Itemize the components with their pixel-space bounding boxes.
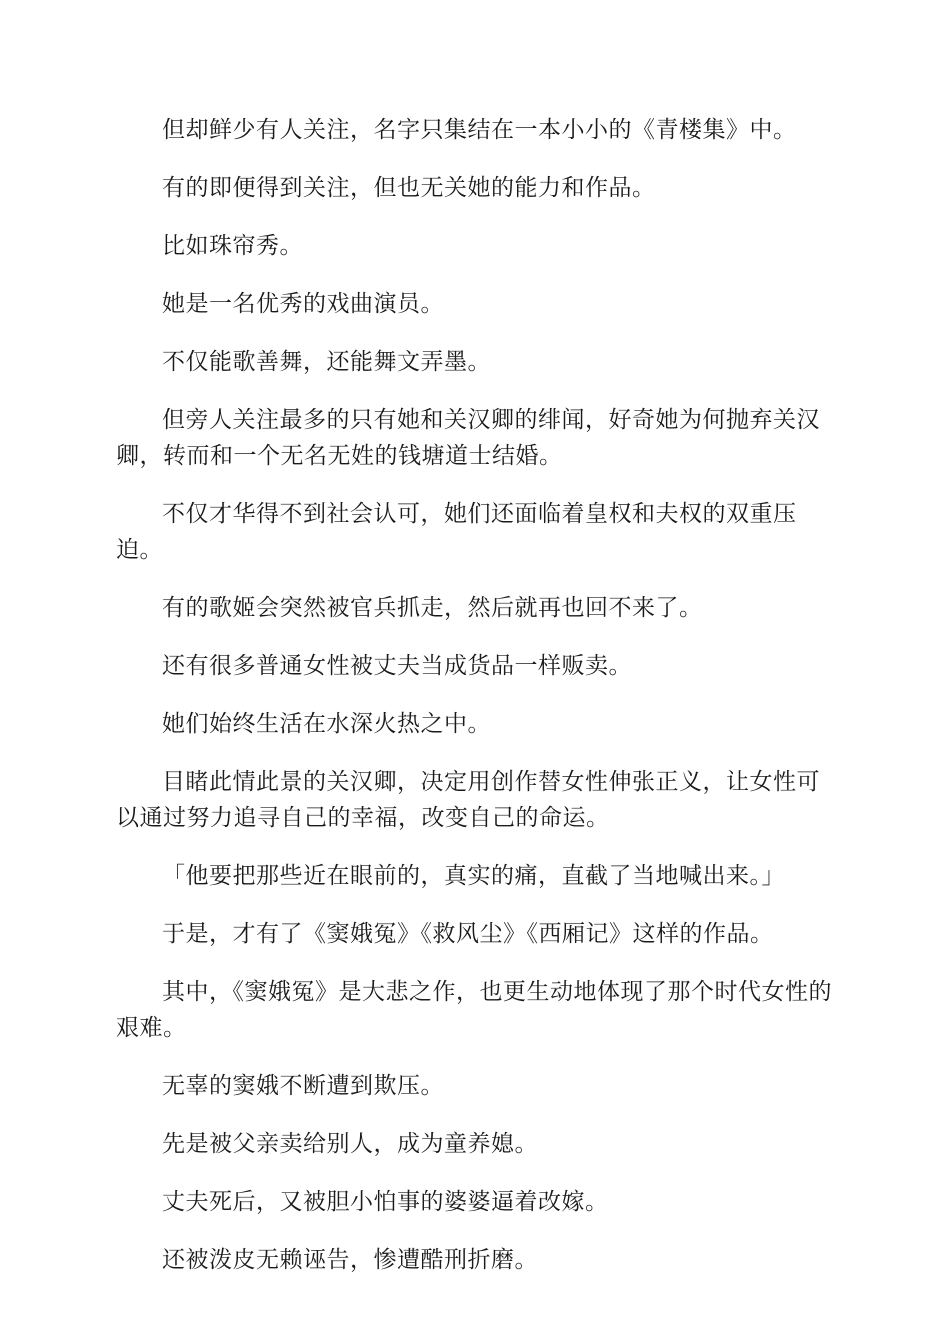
paragraph: 有的歌姬会突然被官兵抓走，然后就再也回不来了。 bbox=[162, 595, 703, 621]
paragraph: 还有很多普通女性被丈夫当成货品一样贩卖。 bbox=[162, 653, 632, 679]
paragraph: 有的即便得到关注，但也无关她的能力和作品。 bbox=[162, 175, 656, 201]
paragraph: 无辜的窦娥不断遭到欺压。 bbox=[162, 1073, 444, 1099]
paragraph: 她是一名优秀的戏曲演员。 bbox=[162, 291, 444, 317]
paragraph: 目睹此情此景的关汉卿，决定用创作替女性伸张正义，让女性可以通过努力追寻自己的幸福，改变自己的命运。 bbox=[116, 769, 820, 831]
article-body bbox=[116, 112, 834, 1300]
paragraph: 丈夫死后，又被胆小怕事的婆婆逼着改嫁。 bbox=[162, 1189, 609, 1215]
paragraph: 于是，才有了《窦娥冤》《救风尘》《西厢记》这样的作品。 bbox=[162, 921, 774, 947]
paragraph: 但旁人关注最多的只有她和关汉卿的绯闻，好奇她为何抛弃关汉卿，转而和一个无名无姓的钱塘道士结婚。 bbox=[116, 407, 820, 469]
paragraph: 先是被父亲卖给别人，成为童养媳。 bbox=[162, 1131, 538, 1157]
paragraph: 还被泼皮无赖诬告，惨遭酷刑折磨。 bbox=[162, 1247, 538, 1273]
paragraph: 不仅才华得不到社会认可，她们还面临着皇权和夫权的双重压迫。 bbox=[116, 501, 797, 563]
paragraph: 比如珠帘秀。 bbox=[162, 233, 303, 259]
paragraph: 她们始终生活在水深火热之中。 bbox=[162, 711, 491, 737]
paragraph: 不仅能歌善舞，还能舞文弄墨。 bbox=[162, 349, 491, 375]
paragraph: 其中，《窦娥冤》是大悲之作，也更生动地体现了那个时代女性的艰难。 bbox=[116, 979, 832, 1041]
quote-paragraph: 「他要把那些近在眼前的，真实的痛，直截了当地喊出来。」 bbox=[162, 863, 785, 889]
paragraph: 但却鲜少有人关注，名字只集结在一本小小的《青楼集》中。 bbox=[162, 117, 797, 143]
